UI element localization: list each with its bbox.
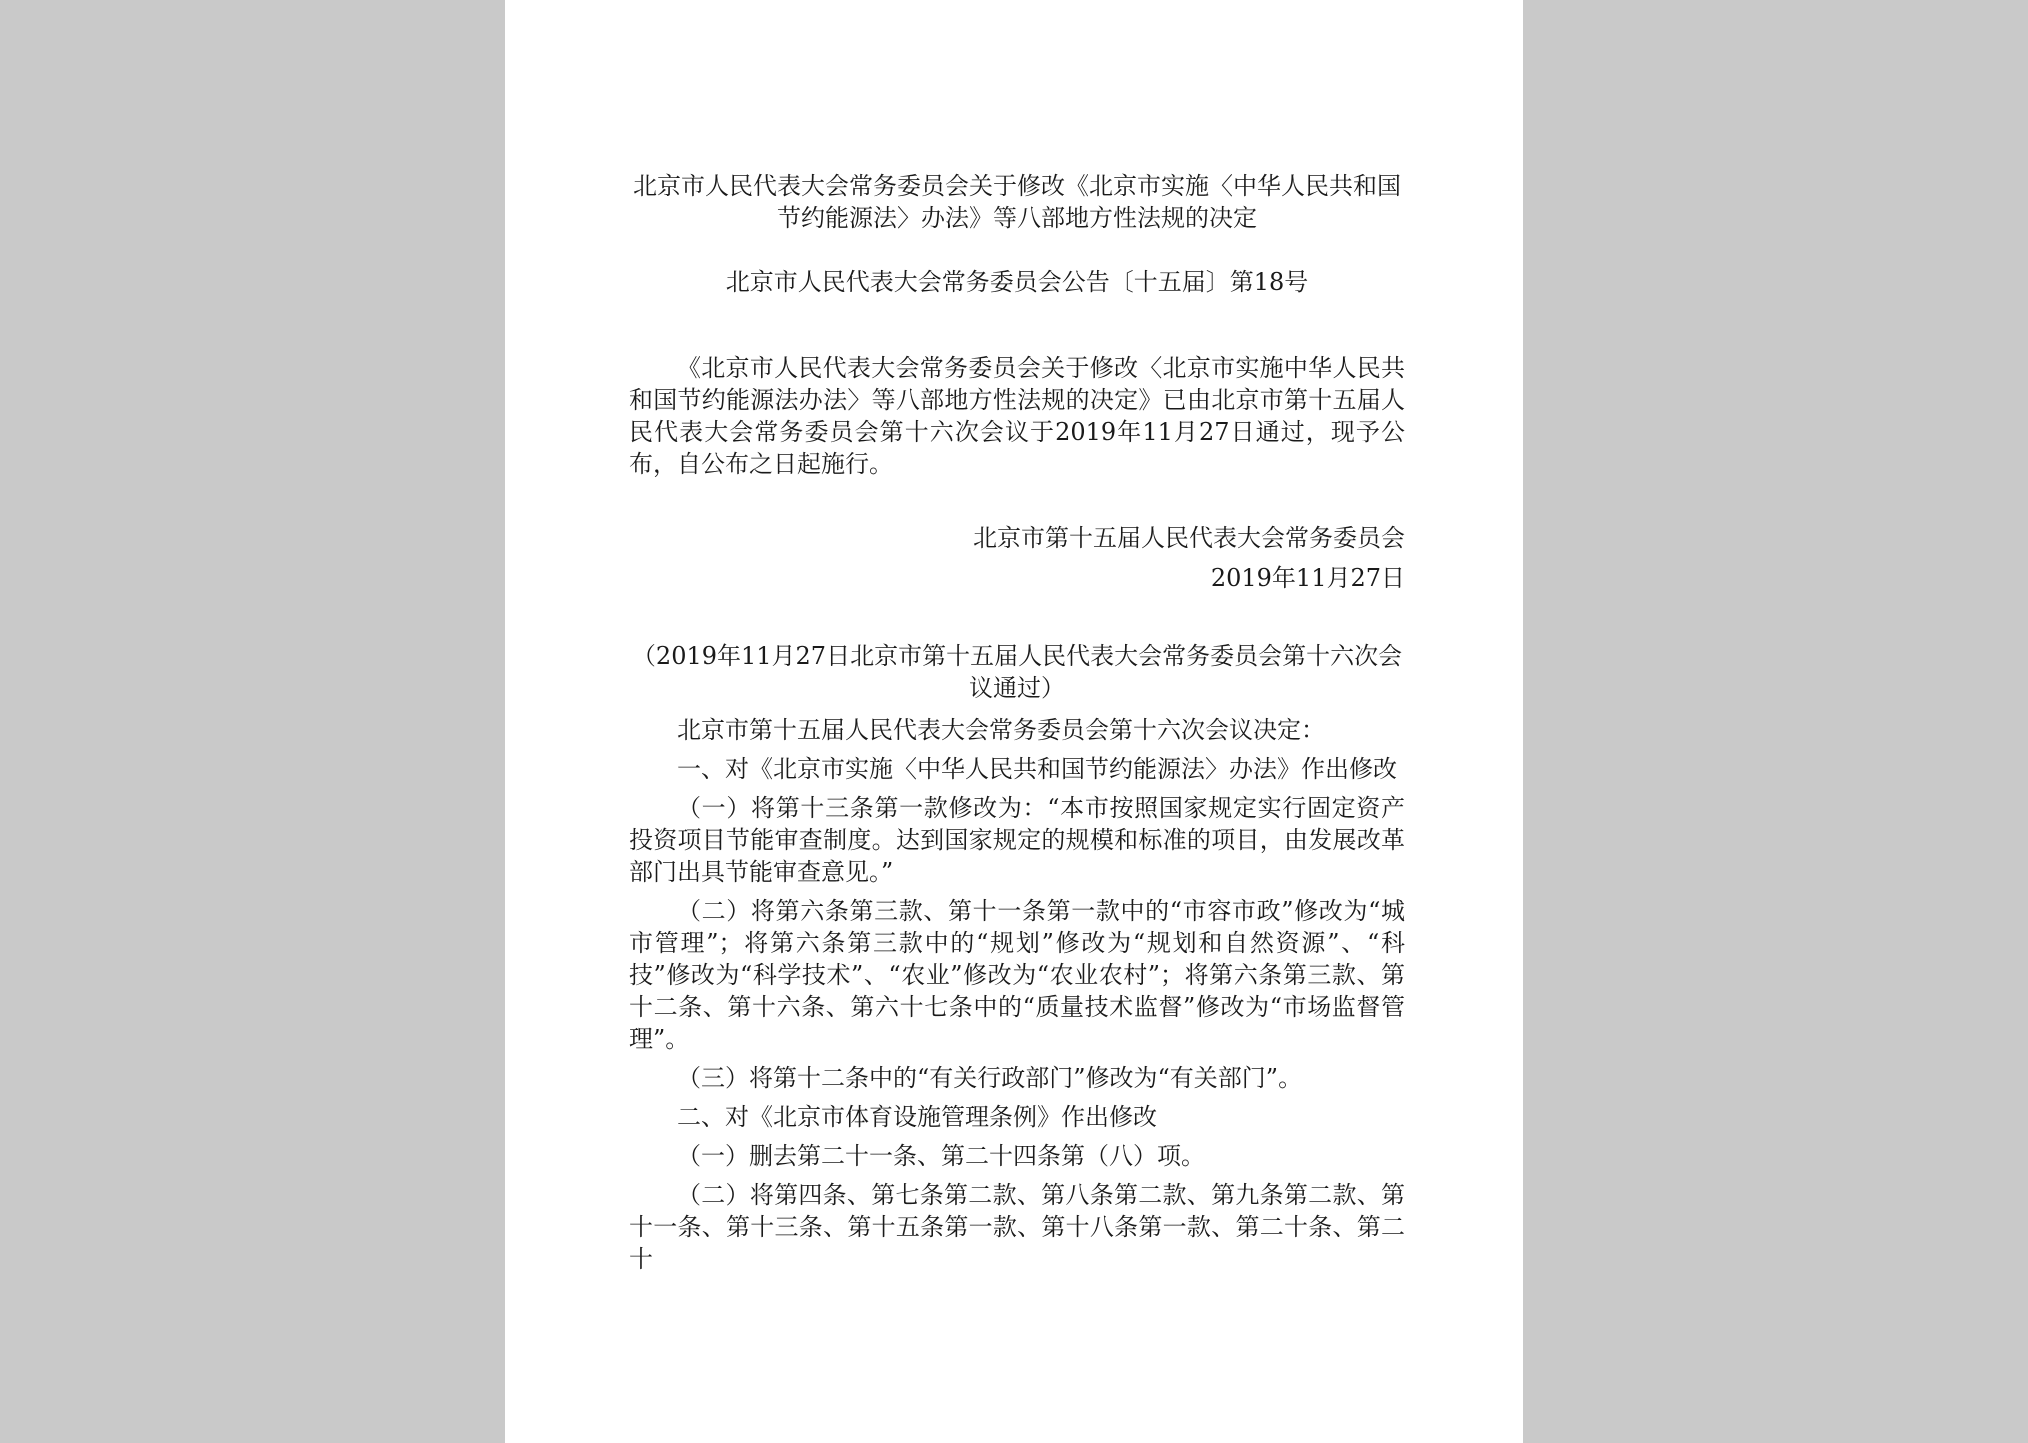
document-page xyxy=(505,0,1523,1443)
body-paragraph: （三）将第十二条中的“有关行政部门”修改为“有关部门”。 xyxy=(677,1064,1303,1092)
signature-organization: 北京市第十五届人民代表大会常务委员会 xyxy=(973,524,1405,552)
notice-number: 北京市人民代表大会常务委员会公告〔十五届〕第18号 xyxy=(725,268,1309,296)
signature-date: 2019年11月27日 xyxy=(1210,564,1405,592)
body-paragraph: （一）删去第二十一条、第二十四条第（八）项。 xyxy=(677,1142,1205,1170)
body-paragraph: 一、对《北京市实施〈中华人民共和国节约能源法〉办法》作出修改 xyxy=(677,755,1397,783)
body-paragraph: （一）将第十三条第一款修改为：“本市按照国家规定实行固定资产投资项目节能审查制度。达到国家规定的规模和标准的项目，由发展改革部门出具节能审查意见。” xyxy=(629,794,1405,886)
document-title: 北京市人民代表大会常务委员会关于修改《北京市实施〈中华人民共和国节约能源法〉办法》等八部地方性法规的决定 xyxy=(633,172,1401,232)
body-paragraph: 二、对《北京市体育设施管理条例》作出修改 xyxy=(677,1103,1157,1131)
body-paragraph: （二）将第六条第三款、第十一条第一款中的“市容市政”修改为“城市管理”；将第六条第三款中的“规划”修改为“规划和自然资源”、“科技”修改为“科学技术”、“农业”修改为“农业农村”；将第六条第三款、第十二条、第十六条、第六十七条中的“质量技术监督”修改为“市场监督管理”。 xyxy=(629,897,1405,1053)
document-content xyxy=(629,170,1405,1275)
body-paragraph: 北京市第十五届人民代表大会常务委员会第十六次会议决定： xyxy=(677,716,1325,744)
preface-paragraph: 《北京市人民代表大会常务委员会关于修改〈北京市实施中华人民共和国节约能源法办法〉等八部地方性法规的决定》已由北京市第十五届人民代表大会常务委员会第十六次会议于2019年11月27日通过，现予公布，自公布之日起施行。 xyxy=(629,354,1405,478)
body-paragraph: （二）将第四条、第七条第二款、第八条第二款、第九条第二款、第十一条、第十三条、第十五条第一款、第十八条第一款、第二十条、第二十 xyxy=(629,1181,1405,1273)
passed-note: （2019年11月27日北京市第十五届人民代表大会常务委员会第十六次会议通过） xyxy=(631,642,1403,702)
